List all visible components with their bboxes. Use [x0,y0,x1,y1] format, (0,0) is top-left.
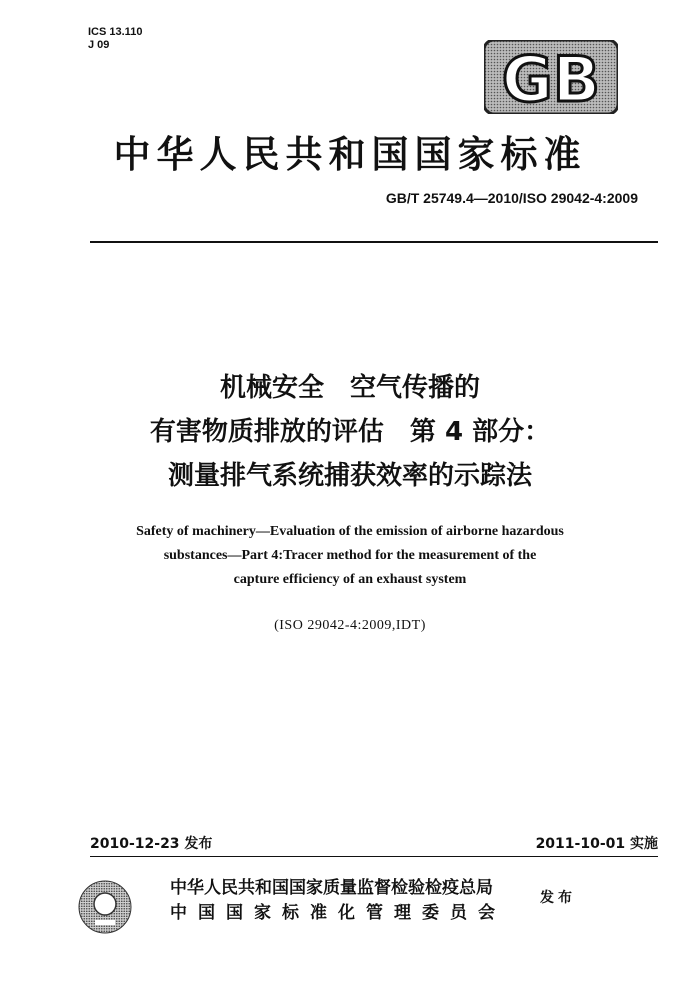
classification-codes [88,26,142,52]
implementation-date: 2011-10-01 实施 [535,836,658,852]
chinese-title [0,366,700,498]
chinese-title-line-2: 有害物质排放的评估 第 4 部分： [149,417,551,447]
issuer-line-1: 中华人民共和国国家质量监督检验检疫总局 [170,878,493,898]
ccs-code: J 09 [88,39,110,51]
chinese-title-line-3: 测量排气系统捕获效率的示踪法 [167,461,532,491]
issue-date: 2010-12-23 发布 [90,836,213,852]
gb-logo-text: GB [501,43,601,114]
standard-number: GB/T 25749.4—2010/ISO 29042-4:2009 [385,190,638,206]
standard-name: 中华人民共和国国家标准 [113,132,587,176]
issuing-authorities [170,876,506,926]
english-title-line-2: substances—Part 4:Tracer method for the measurement of the [163,548,537,563]
english-title-line-3: capture efficiency of an exhaust system [233,572,467,587]
gb-logo-icon [484,40,618,114]
header-divider [90,241,658,243]
footer-divider [90,856,658,857]
english-title [0,520,700,592]
ics-code: ICS 13.110 [88,26,143,38]
issuer-line-2: 中国国家标准化管理委员会 [170,903,506,923]
identical-standard: (ISO 29042-4:2009,IDT) [274,618,426,633]
chinese-title-line-1: 机械安全 空气传播的 [219,373,480,403]
official-seal-icon [78,880,132,934]
english-title-line-1: Safety of machinery—Evaluation of the emission of airborne hazardous [136,524,564,539]
publish-label: 发布 [540,890,576,906]
